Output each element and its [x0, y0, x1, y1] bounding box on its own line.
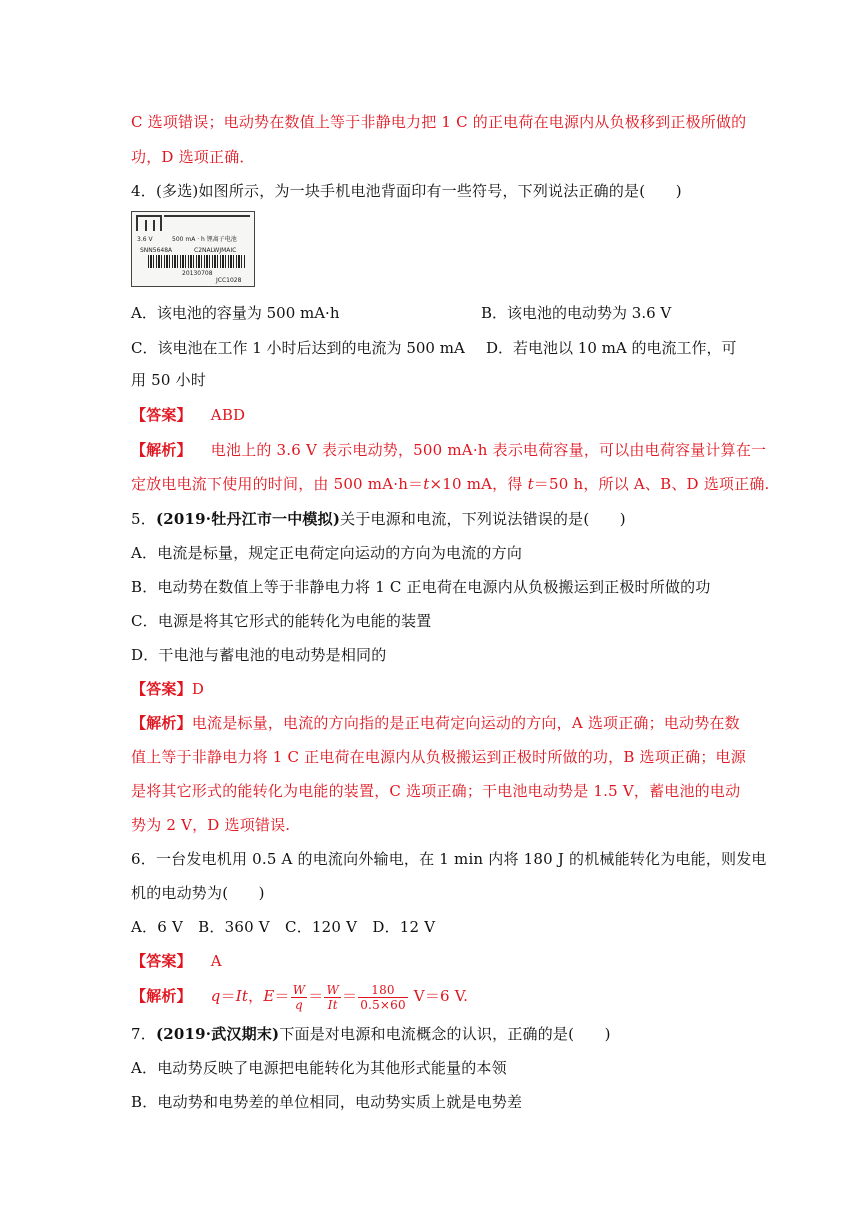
- answer-line: [131, 405, 731, 425]
- question-text: 关于电源和电流，下列说法错误的是( ): [340, 510, 626, 528]
- question-6: 6．一台发电机用 0.5 A 的电流向外输电，在 1 min 内将 180 J 的机械能转化为电能，则发电: [131, 850, 767, 868]
- question-number: 5．: [131, 510, 156, 528]
- label-divider: [164, 215, 250, 217]
- battery-capacity: 500 mA · h 锂离子电池: [172, 236, 237, 243]
- var-t: t: [423, 475, 430, 493]
- explanation-tag: 【解析】: [131, 441, 192, 459]
- option-c: C．该电池在工作 1 小时后达到的电流为 500 mA: [131, 339, 465, 357]
- question-source: (2019·牡丹江市一中模拟): [155, 510, 341, 528]
- option-c: C．电源是将其它形式的能转化为电能的装置: [131, 612, 432, 630]
- option-a: A．电动势反映了电源把电能转化为其他形式能量的本领: [131, 1059, 507, 1077]
- numerator: W: [326, 982, 340, 997]
- explanation-text: 定放电电流下使用的时间，由 500 mA·h＝: [131, 475, 424, 493]
- question-5: [131, 509, 731, 529]
- explanation-line: 值上等于非静电力将 1 C 正电荷在电源内从负极搬运到正极时所做的功，B 选项正确；电源: [131, 748, 746, 766]
- denominator: It: [327, 997, 338, 1012]
- fraction-numbers: [358, 983, 408, 1012]
- battery-code-2: C2NALWJMAIC: [194, 247, 237, 254]
- explanation-line: [131, 474, 770, 494]
- answer-tag: 【答案】: [131, 952, 192, 970]
- answer-value: A: [210, 952, 222, 970]
- var-q: q: [210, 987, 221, 1005]
- explanation-tag: 【解析】: [131, 987, 192, 1005]
- var-t: t: [527, 475, 534, 493]
- question-source: (2019·武汉期末): [155, 1025, 280, 1043]
- fraction-w-it: [324, 983, 341, 1012]
- question-6-cont: 机的电动势为( ): [131, 884, 265, 902]
- explanation-line: [131, 440, 767, 460]
- text-line: C 选项错误；电动势在数值上等于非静电力把 1 C 的正电荷在电源内从负极移到正极所做的: [131, 113, 747, 131]
- var-e: E: [263, 987, 275, 1005]
- equals: ＝: [274, 987, 290, 1005]
- result: V＝6 V.: [408, 987, 469, 1005]
- question-4: 4．(多选)如图所示，为一块手机电池背面印有一些符号，下列说法正确的是( ): [131, 182, 682, 200]
- explanation-tag: 【解析】: [131, 714, 192, 732]
- answer-value: ABD: [210, 406, 246, 424]
- option-d: D．干电池与蓄电池的电动势是相同的: [131, 646, 387, 664]
- answer-value: D: [191, 680, 205, 698]
- denominator: q: [295, 997, 303, 1012]
- explanation-text: 电流是标量，电流的方向指的是正电荷定向运动的方向，A 选项正确；电动势在数: [191, 714, 740, 732]
- explanation-text: ×10 mA，得: [429, 475, 528, 493]
- options-row: A．6 V B．360 V C．120 V D．12 V: [131, 918, 436, 936]
- battery-serial: JCC1028: [216, 277, 242, 284]
- question-text: 下面是对电源和电流概念的认识，正确的是( ): [279, 1025, 611, 1043]
- explanation-line: [131, 979, 731, 1013]
- answer-tag: 【答案】: [131, 406, 192, 424]
- explanation-line: [131, 713, 740, 733]
- question-7: [131, 1024, 731, 1044]
- battery-voltage: 3.6 V: [137, 236, 153, 243]
- option-a: A．该电池的容量为 500 mA·h: [131, 304, 340, 322]
- explanation-text: 电池上的 3.6 V 表示电动势，500 mA·h 表示电荷容量，可以由电荷容量计算在一: [210, 441, 767, 459]
- numerator: W: [292, 982, 306, 997]
- option-a: A．电流是标量，规定正电荷定向运动的方向为电流的方向: [131, 544, 523, 562]
- answer-tag: 【答案】: [131, 680, 192, 698]
- explanation-line: 是将其它形式的能转化为电能的装置，C 选项正确；干电池电动势是 1.5 V，蓄电池的电动: [131, 782, 741, 800]
- numerator: 180: [358, 983, 408, 998]
- option-d: D．若电池以 10 mA 的电流工作，可: [486, 339, 737, 357]
- option-b: B．电动势和电势差的单位相同，电动势实质上就是电势差: [131, 1093, 523, 1111]
- barcode-icon: [148, 255, 246, 268]
- denominator: 0.5×60: [360, 997, 406, 1012]
- battery-date: 20130708: [182, 270, 213, 277]
- question-number: 7．: [131, 1025, 156, 1043]
- battery-label-image: [131, 211, 255, 287]
- var-it: It: [235, 987, 249, 1005]
- option-b: B．该电池的电动势为 3.6 V: [481, 304, 672, 322]
- equals: ＝: [308, 987, 324, 1005]
- answer-line: [131, 951, 731, 971]
- brand-logo-icon: [136, 215, 162, 231]
- battery-code-1: SNN5648A: [140, 247, 173, 254]
- text-line: 功，D 选项正确．: [131, 148, 255, 166]
- option-b: B．电动势在数值上等于非静电力将 1 C 正电荷在电源内从负极搬运到正极时所做的功: [131, 578, 711, 596]
- equals: ＝: [220, 987, 236, 1005]
- equals: ＝: [342, 987, 358, 1005]
- comma: ，: [248, 987, 264, 1005]
- explanation-text: ＝50 h，所以 A、B、D 选项正确.: [533, 475, 770, 493]
- option-d-cont: 用 50 小时: [131, 371, 207, 389]
- answer-line: [131, 679, 731, 699]
- fraction-w-q: [291, 983, 308, 1012]
- explanation-line: 势为 2 V，D 选项错误.: [131, 816, 291, 834]
